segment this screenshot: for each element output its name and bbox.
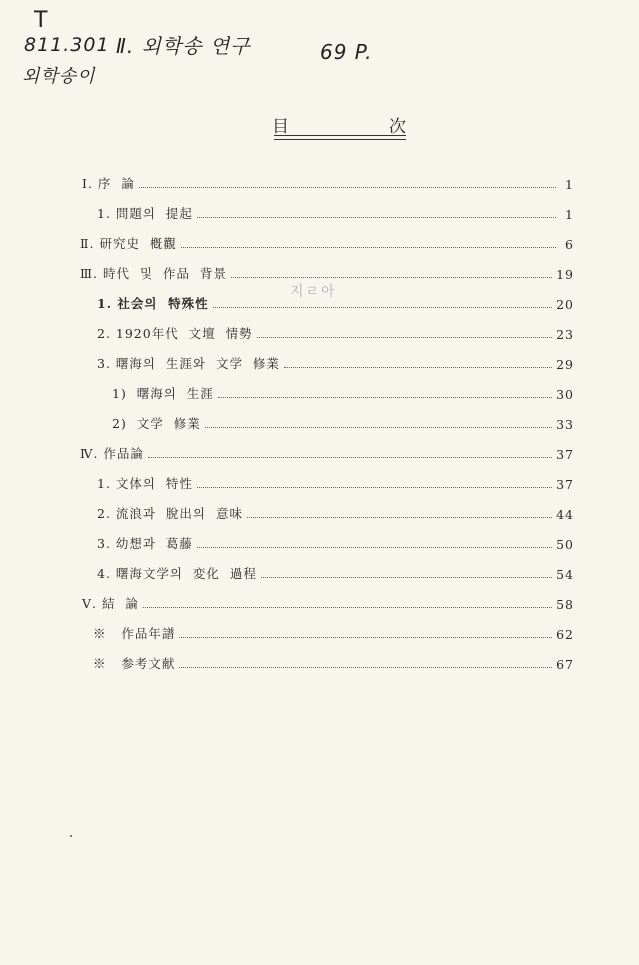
toc-entry-label: ※ 参考文献 bbox=[93, 656, 176, 671]
toc-entry-label: Ⅱ. 研究史 槪觀 bbox=[80, 236, 177, 251]
toc-entry-page: 54 bbox=[556, 567, 574, 582]
toc-entry-page: 33 bbox=[556, 417, 574, 432]
toc-entry-label: Ⅳ. 作品論 bbox=[80, 446, 144, 461]
toc-entry-label: Ⅲ. 時代 및 作品 背景 bbox=[80, 266, 227, 281]
handwritten-author: 외학송이 bbox=[22, 66, 96, 87]
toc-entry bbox=[97, 354, 574, 372]
toc-leader-dots bbox=[143, 607, 552, 608]
handwritten-mark: T bbox=[34, 8, 49, 33]
toc-heading-left: 目 bbox=[272, 117, 291, 137]
toc-entry bbox=[112, 414, 574, 432]
toc-entry-page: 67 bbox=[556, 657, 574, 672]
toc-heading-right: 次 bbox=[389, 117, 408, 137]
toc-entry-label: 2. 流浪과 脫出의 意味 bbox=[97, 506, 243, 521]
toc-leader-dots bbox=[231, 277, 552, 278]
toc-entry-page: 20 bbox=[556, 297, 574, 312]
toc-entry bbox=[97, 564, 574, 582]
toc-leader-dots bbox=[213, 307, 552, 308]
toc-entry-label: 2. 1920年代 文壇 情勢 bbox=[97, 326, 253, 341]
toc-entry-label: Ⅴ. 結 論 bbox=[82, 596, 139, 611]
toc-entry-label: 3. 曙海의 生涯와 文学 修業 bbox=[97, 356, 280, 371]
toc-entry-page: 29 bbox=[556, 357, 574, 372]
toc-entry-page: 19 bbox=[556, 267, 574, 282]
toc-entry bbox=[82, 174, 574, 192]
handwritten-call-number: 811.301 bbox=[24, 34, 110, 56]
toc-entry-page: 37 bbox=[556, 447, 574, 462]
toc-entry bbox=[112, 384, 574, 402]
toc-entry bbox=[97, 534, 574, 552]
toc-entry-label: ※ 作品年譜 bbox=[93, 626, 176, 641]
toc-entry bbox=[97, 324, 574, 342]
faint-stamp: 지ㄹ아 bbox=[290, 284, 337, 300]
toc-leader-dots bbox=[179, 637, 552, 638]
toc-leader-dots bbox=[197, 217, 556, 218]
toc-entry-label: 2) 文学 修業 bbox=[112, 416, 201, 431]
toc-entry bbox=[80, 264, 574, 282]
toc-entry-label: 1) 曙海의 生涯 bbox=[112, 386, 214, 401]
toc-heading-underline bbox=[274, 135, 406, 136]
toc-entry bbox=[80, 234, 574, 252]
toc-entry-page: 44 bbox=[556, 507, 574, 522]
toc-entry-page: 23 bbox=[556, 327, 574, 342]
paper-speck bbox=[70, 835, 72, 837]
toc-entry bbox=[93, 624, 574, 642]
toc-entry bbox=[82, 594, 574, 612]
toc-leader-dots bbox=[218, 397, 552, 398]
toc-entry-label: 1. 社会의 特殊性 bbox=[97, 296, 209, 311]
toc-heading bbox=[272, 112, 408, 137]
toc-entry bbox=[93, 654, 574, 672]
toc-leader-dots bbox=[261, 577, 552, 578]
toc-entry-page: 62 bbox=[556, 627, 574, 642]
toc-entry-page: 1 bbox=[565, 207, 574, 222]
toc-entry-page: 58 bbox=[556, 597, 574, 612]
toc-leader-dots bbox=[197, 547, 552, 548]
toc-leader-dots bbox=[205, 427, 552, 428]
toc-leader-dots bbox=[179, 667, 552, 668]
toc-leader-dots bbox=[148, 457, 552, 458]
handwritten-title-note: Ⅱ. 외학송 연구 bbox=[116, 34, 251, 58]
toc-entry bbox=[97, 504, 574, 522]
toc-leader-dots bbox=[247, 517, 552, 518]
toc-entry-page: 6 bbox=[565, 237, 574, 252]
toc-entry-label: 3. 幼想과 葛藤 bbox=[97, 536, 193, 551]
toc-heading-underline-2 bbox=[274, 139, 406, 140]
toc-leader-dots bbox=[181, 247, 556, 248]
toc-entry bbox=[97, 204, 574, 222]
toc-leader-dots bbox=[139, 187, 556, 188]
toc-entry-page: 50 bbox=[556, 537, 574, 552]
toc-entry bbox=[97, 294, 574, 312]
toc-leader-dots bbox=[197, 487, 552, 488]
toc-leader-dots bbox=[284, 367, 552, 368]
toc-leader-dots bbox=[257, 337, 552, 338]
toc-entry-label: 1. 文体의 特性 bbox=[97, 476, 193, 491]
toc-entry-label: 4. 曙海文学의 変化 過程 bbox=[97, 566, 257, 581]
toc-entry-page: 1 bbox=[565, 177, 574, 192]
handwritten-page-count: 69 P. bbox=[320, 40, 373, 64]
toc-entry-page: 37 bbox=[556, 477, 574, 492]
toc-entry-label: Ⅰ. 序 論 bbox=[82, 176, 135, 191]
toc-entry-label: 1. 問題의 提起 bbox=[97, 206, 193, 221]
toc-entry bbox=[80, 444, 574, 462]
toc-entry-page: 30 bbox=[556, 387, 574, 402]
toc-entry bbox=[97, 474, 574, 492]
